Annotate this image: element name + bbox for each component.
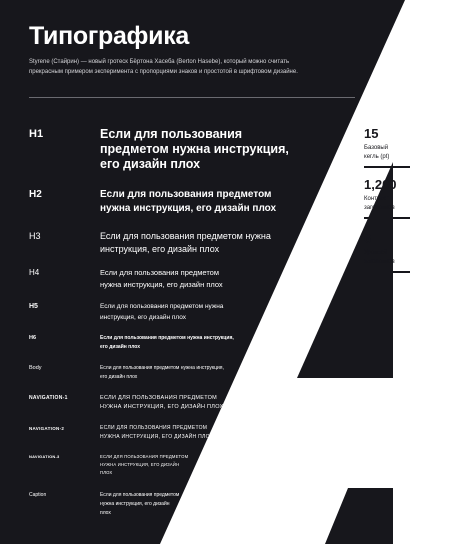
specimen-line: НУЖНА ИНСТРУКЦИЯ, ЕГО ДИЗАЙН ПЛОХ [100, 434, 214, 440]
specimen-label: H1 [29, 128, 44, 140]
specimen-sample [100, 267, 223, 291]
specimen-line: ЕСЛИ ДЛЯ ПОЛЬЗОВАНИЯ ПРЕДМЕТОМ [100, 454, 189, 459]
specimen-label: NAVIGATION-1 [29, 395, 68, 401]
specimen-line: его дизайн плох [100, 344, 141, 350]
specimen-sample [100, 424, 213, 442]
specimen-sample [100, 301, 223, 323]
specimen-line: НУЖНА ИНСТРУКЦИЯ, ЕГО ДИЗАЙН [100, 462, 180, 467]
specimen-sample [100, 364, 224, 382]
specimen-label: NAVIGATION-2 [29, 426, 65, 431]
stat-block [364, 127, 410, 168]
intro-line: прекрасным примером эксперимента с пропорциями знаков и простотой в шрифтовом дизайне. [29, 69, 298, 75]
specimen-line: его дизайн плох [100, 374, 138, 380]
specimen-line: нужна инструкция, его дизайн плох [100, 280, 223, 289]
stat-block [364, 232, 410, 273]
stat-underline [364, 271, 410, 273]
specimen-line: плох [100, 510, 111, 516]
specimen-line: Если для пользования предметом нужна инструкция, [100, 365, 224, 371]
specimen-sample [100, 453, 188, 477]
specimen-label: H3 [29, 231, 41, 241]
stat-value: 15 [364, 126, 379, 141]
stat-caption-line: Уровней [364, 250, 388, 256]
stat-caption [364, 249, 410, 267]
specimen-label: H6 [29, 335, 37, 341]
specimen-sample [100, 127, 289, 172]
specimen-line: Если для пользования предметом [100, 189, 272, 200]
specimen-line: нужна инструкция, его дизайн плох [100, 203, 277, 214]
specimen-line: инструкция, его дизайн плох [100, 314, 187, 321]
header-divider [29, 97, 355, 98]
specimen-line: предметом нужна инструкция, [100, 142, 289, 156]
specimen-line: НУЖНА ИНСТРУКЦИЯ, ЕГО ДИЗАЙН ПЛОХ [100, 404, 224, 410]
intro-text [29, 57, 329, 77]
stat-caption [364, 195, 410, 213]
stat-underline [364, 217, 410, 219]
specimen-line: Если для пользования предметом нужна [100, 303, 224, 310]
specimen-line: нужна инструкция, его дизайн [100, 501, 170, 507]
specimen-sample [100, 394, 224, 412]
specimen-label: Body [29, 365, 42, 371]
specimen-line: Если для пользования предметом [100, 268, 220, 277]
specimen-line: Если для пользования [100, 127, 243, 141]
stat-caption-line: кегль (pt) [364, 154, 390, 160]
stat-caption [364, 144, 410, 162]
specimen-sample [100, 188, 276, 216]
stat-caption-line: Базовый [364, 145, 389, 151]
stat-caption-line: заголовков [364, 205, 395, 211]
specimen-line: Если для пользования предметом нужна инструкция, [100, 335, 234, 341]
specimen-sample [100, 334, 234, 352]
stat-caption-line: Контраст [364, 196, 390, 202]
stat-caption-line: заголовков [364, 259, 395, 265]
specimen-line: ЕСЛИ ДЛЯ ПОЛЬЗОВАНИЯ ПРЕДМЕТОМ [100, 425, 208, 431]
page-title: Типографика [29, 22, 190, 50]
specimen-label: H4 [29, 268, 40, 277]
specimen-line: инструкция, его дизайн плох [100, 244, 220, 254]
specimen-label: H5 [29, 303, 38, 310]
stat-value: 6 [364, 231, 372, 246]
stat-value: 1,200 [364, 177, 397, 192]
stat-underline [364, 166, 410, 168]
specimen-sample [100, 491, 179, 518]
specimen-line: ЕСЛИ ДЛЯ ПОЛЬЗОВАНИЯ ПРЕДМЕТОМ [100, 395, 218, 401]
stat-block [364, 178, 410, 219]
specimen-label: NAVIGATION-3 [29, 454, 60, 459]
specimen-line: его дизайн плох [100, 157, 201, 171]
specimen-label: Caption [29, 492, 47, 498]
specimen-line: Если для пользования предметом [100, 492, 180, 498]
specimen-line: Если для пользования предметом нужна [100, 231, 271, 241]
specimen-sample [100, 230, 271, 256]
intro-line: Styrene (Стайрин) — новый гротеск Бёртона Хасеба (Berton Hasebe), который можно считать [29, 59, 290, 65]
specimen-line: ПЛОХ [100, 470, 113, 475]
specimen-label: H2 [29, 189, 42, 200]
